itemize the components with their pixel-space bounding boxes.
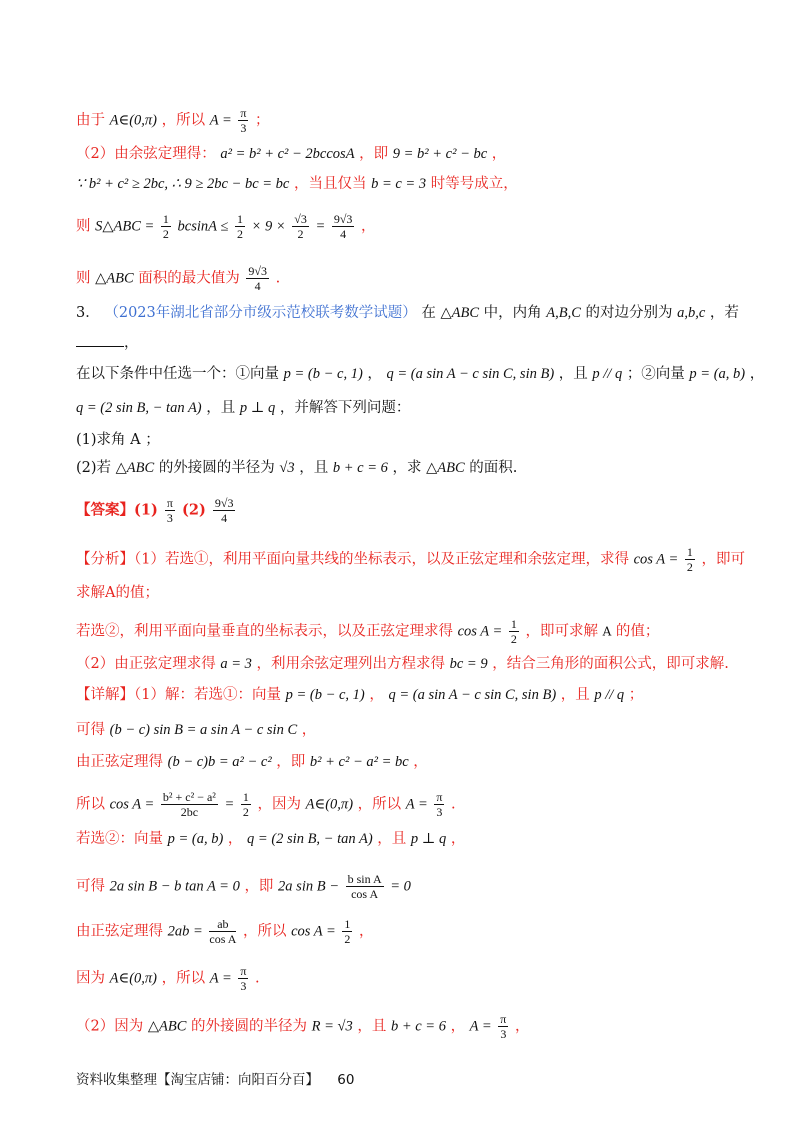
text: ， [367,366,382,382]
numerator: π [436,790,443,804]
math: 2a sin B − b tan A = 0 [109,878,240,895]
math: A = [469,1018,492,1035]
text: ， [124,335,139,351]
numerator: π [166,496,173,510]
fraction [246,264,269,293]
math: b + c = 6 [390,1018,446,1035]
denominator: 2 [162,227,169,241]
detail-line-8 [76,964,260,993]
math: = 0 [390,878,411,895]
denominator: 4 [340,227,347,241]
math: A∈(0,π) [109,970,157,987]
text: ，且 [299,460,329,476]
text: 可得 [76,722,105,738]
text: 中，内角 [483,305,542,321]
fraction [238,106,248,135]
math: p = (b − c, 1) [285,687,365,703]
detail-line-5 [76,828,465,850]
math: b + c = 6 [332,460,388,476]
denominator: 4 [221,511,228,525]
math: p = (a, b) [689,366,746,382]
text: (2) [182,501,206,519]
text: ，即可求解 [525,623,599,640]
fraction [509,617,519,646]
text: 所以 [76,796,105,813]
footer-text: 资料收集整理【淘宝店铺：向阳百分百】 [76,1072,319,1088]
denominator: 2 [236,227,243,241]
text: (2)若 [76,460,112,476]
fraction [209,917,236,946]
sub-question-2 [76,457,517,479]
math: (b − c) sin B = a sin A − c sin C [109,722,298,738]
text: ，所以 [161,970,206,987]
denominator: 2 [686,560,693,574]
math: △ABC [426,460,465,476]
math: cos A = [109,796,155,813]
denominator: 4 [254,279,261,293]
math: A∈(0,π) [305,796,354,813]
math: q = (a sin A − c sin C, sin B) [386,366,555,382]
math: (b − c)b = a² − c² [167,754,272,770]
source-label: （2023年湖北省部分市级示范校联考数学试题） [104,305,417,321]
text: 在 [421,305,436,321]
fraction [434,790,444,819]
math: 9 = b² + c² − bc [392,146,488,162]
text: ； [628,687,644,703]
text: 若选②：向量 [76,831,163,847]
math: q = (a sin A − c sin C, sin B) [388,687,557,703]
math: A,B,C [546,305,581,321]
math: A = [209,970,232,987]
text: ，即可 [701,551,746,568]
text: ，且 [560,687,590,703]
numerator: π [240,964,247,978]
text: ， [227,831,243,847]
numerator: π [240,106,247,120]
answer-line [76,496,237,525]
fraction [342,917,352,946]
math: S△ABC = [95,218,155,235]
text: . [451,796,456,813]
text: 【详解】（1）解：若选①：向量 [76,687,281,703]
math: △ABC [115,460,155,476]
text: ，当且仅当 [293,176,367,192]
text: ，且 [357,1018,387,1035]
text: 的对边分别为 [585,305,673,321]
text: （2）由正弦定理求得 [76,656,216,672]
text: ， [514,1018,530,1035]
question-3-stem [76,302,739,324]
text: 求解A的值； [76,585,159,601]
numerator: 1 [242,790,249,804]
math: △ABC [147,1018,187,1035]
numerator: π [500,1012,507,1026]
math: 2a sin B − [278,878,339,895]
line-3 [76,173,518,195]
math: bc = 9 [449,656,488,672]
math: cos A = [457,623,503,640]
math: A = [209,112,232,129]
math: a,b,c [677,305,706,321]
text: ，求 [392,460,422,476]
math: bcsinA ≤ [177,218,229,235]
text: 则 [76,270,91,287]
fraction [685,545,695,574]
math: √3 [279,460,295,476]
text: . [275,270,281,287]
math: A∈(0,π) [109,112,157,129]
text: ，结合三角形的面积公式，即可求解. [492,656,729,672]
text: ，即 [244,878,274,895]
fraction [238,964,248,993]
math: p // q [592,366,623,382]
text: ， [749,366,765,382]
sub-question-1 [76,429,160,451]
text: . [255,970,260,987]
text: 在以下条件中任选一个：①向量 [76,366,279,382]
math: R = √3 [311,1018,353,1035]
math: p // q [594,687,625,703]
text: 的外接圆的半径为 [191,1018,307,1035]
text: ，即 [276,754,306,770]
fraction [292,212,309,241]
numerator: √3 [294,212,307,226]
math: b² + c² − a² = bc [309,754,409,770]
analysis-line-1 [76,545,745,574]
math: = [315,218,326,235]
text: ， [361,218,376,235]
denominator: 3 [500,1027,507,1041]
text: ， [450,831,466,847]
text: 时等号成立， [430,176,518,192]
line-2 [76,143,506,165]
denominator: cos A [351,887,379,901]
denominator: 2 [297,227,304,241]
math: A = [405,796,428,813]
text: 由正弦定理得 [76,754,163,770]
text: 则 [76,218,91,235]
text: ， [369,687,384,703]
fraction [165,496,175,525]
detail-line-2 [76,719,316,741]
math: 2ab = [167,923,203,940]
numerator: 9√3 [214,496,234,510]
fraction [332,212,355,241]
detail-line-6 [76,872,411,901]
detail-line-3 [76,751,428,773]
analysis-line-4 [76,653,729,675]
detail-line-1 [76,684,643,706]
text: ； [255,112,270,129]
math: cos A = [291,923,336,940]
text: 的外接圆的半径为 [158,460,275,476]
numerator: 1 [236,212,243,226]
math: a = 3 [220,656,252,672]
math: △ABC [440,305,480,321]
fraction [346,872,384,901]
text: 的面积. [469,460,518,476]
text: （2）因为 [76,1018,144,1035]
text: ； [145,432,160,448]
text: ， [491,146,507,162]
math: = [224,796,235,813]
text: ，利用余弦定理列出方程求得 [256,656,445,672]
text: (1)求角 [76,432,126,448]
denominator: 3 [436,805,443,819]
denominator: 3 [240,121,247,135]
text: ， [359,923,374,940]
detail-line-9 [76,1012,529,1041]
numerator: 1 [162,212,169,226]
text: ，即 [359,146,389,162]
text: ，所以 [357,796,402,813]
numerator: 1 [510,617,517,631]
answer-label: 【答案】(1) [76,501,158,519]
math: △ABC [95,270,134,287]
text: ，且 [377,831,407,847]
math: × 9 × [251,218,286,235]
fraction [235,212,245,241]
fraction [161,212,171,241]
math: a² = b² + c² − 2bccosA [220,146,355,162]
numerator: b² + c² − a² [162,790,216,804]
math: ∵ b² + c² ≥ 2bc, ∴ 9 ≥ 2bc − bc = bc [76,176,290,192]
line-1 [76,106,270,135]
math: b = c = 3 [371,176,427,192]
text: （2）由余弦定理得： [76,146,216,162]
math: A [130,432,141,448]
fraction [241,790,251,819]
text: ；②向量 [626,366,685,382]
line-8 [76,363,764,385]
detail-line-7 [76,917,374,946]
math: cos A = [633,551,679,568]
analysis-line-2 [76,582,159,604]
math: p ⊥ q [410,831,447,847]
math: p = (a, b) [167,831,224,847]
numerator: 9√3 [248,264,267,278]
fraction [498,1012,508,1041]
denominator: 2 [242,805,249,819]
math: A [602,624,612,639]
numerator: ab [209,917,236,932]
math: q = (2 sin B, − tan A) [247,831,373,847]
text: ，且 [558,366,588,382]
denominator: 2 [344,932,351,946]
blank-line [76,332,139,354]
detail-line-4 [76,790,456,819]
numerator: 1 [344,917,351,931]
text: ，所以 [243,923,287,940]
denominator: 3 [240,979,247,993]
line-9 [76,397,410,419]
text: 【分析】（1）若选①，利用平面向量共线的坐标表示，以及正弦定理和余弦定理，求得 [76,551,629,568]
numerator: b sin A [347,872,382,886]
text: ，并解答下列问题： [279,400,411,416]
text: ， [301,722,317,738]
math: p ⊥ q [239,400,276,416]
text: ，若 [709,305,739,321]
page-footer [76,1068,354,1088]
text: ， [450,1018,466,1035]
line-4 [76,212,376,241]
denominator: 3 [166,511,173,525]
text: ，因为 [257,796,302,813]
text: ，所以 [161,112,206,129]
denominator: cos A [209,932,237,946]
line-5 [76,264,280,293]
text: 因为 [76,970,105,987]
text: 面积的最大值为 [138,270,240,287]
text: ， [413,754,428,770]
fraction [213,496,236,525]
page-number: 60 [337,1072,355,1088]
math: q = (2 sin B, − tan A) [76,400,202,416]
text: 的值； [615,623,660,640]
analysis-line-3 [76,617,659,646]
numerator: 9√3 [333,212,353,226]
math: p = (b − c, 1) [283,366,363,382]
text: ，且 [206,400,236,416]
fraction [161,790,218,819]
answer-blank [76,334,124,347]
text: 可得 [76,878,105,895]
text: 由正弦定理得 [76,923,163,940]
text: 由于 [76,112,105,129]
numerator: 1 [686,545,693,559]
question-number: 3． [76,305,100,321]
denominator: 2bc [180,805,199,819]
denominator: 2 [510,632,517,646]
text: 若选②，利用平面向量垂直的坐标表示，以及正弦定理求得 [76,623,453,640]
